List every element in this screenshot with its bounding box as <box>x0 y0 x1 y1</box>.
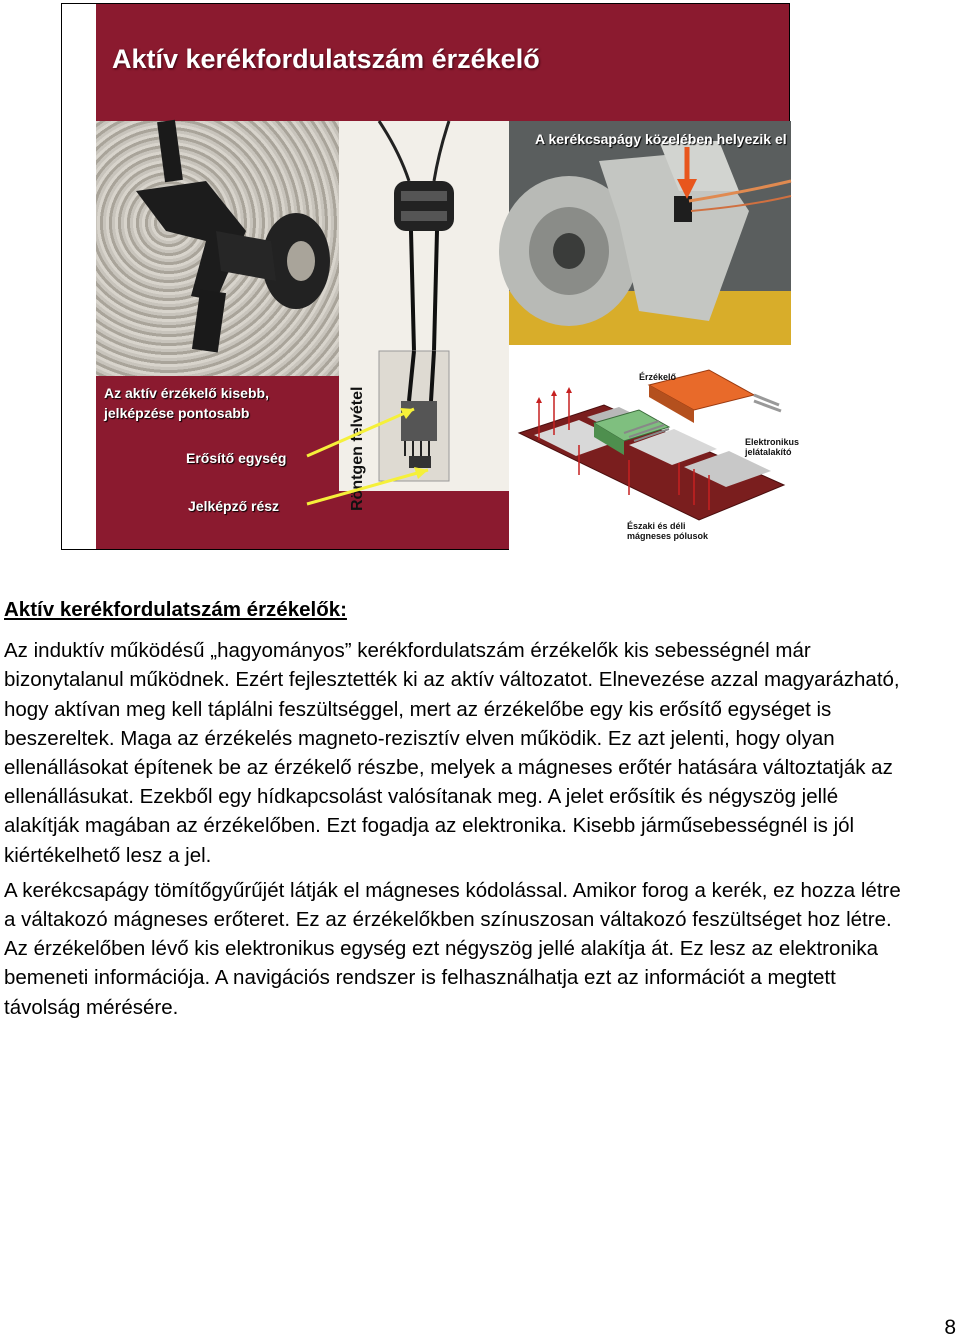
diagram-electronics-label-2: jelátalakító <box>745 447 792 457</box>
sensor-diagram <box>509 345 800 551</box>
diagram-electronics-label-1: Elektronikus <box>745 437 800 447</box>
slide-title: Aktív kerékfordulatszám érzékelő <box>112 44 540 74</box>
slide-image <box>61 3 800 550</box>
diagram-poles-label-2: mágneses pólusok <box>627 531 709 541</box>
xray-label: Röntgen felvétel <box>349 386 366 511</box>
xray-photo <box>339 121 509 511</box>
label-smaller-line1: Az aktív érzékelő kisebb, <box>104 385 269 401</box>
paragraph-2: A kerékcsapágy tömítőgyűrűjét látják el mágneses kódolással. Amikor forog a kerék, ez hozza létre a váltakozó mágneses erőteret. Ez az érzékelőkben színuszosan váltakozó feszültséget hoz létre. Az érzékelőben lévő kis elektronikus egység ezt négyszög jellé alakítja át. Ez lesz az elektronika bemeneti információja. A navigációs rendszer is felhasználhatja ezt az információt a megtett távolság mérésére. <box>4 878 901 1019</box>
sensor-illustration <box>96 121 339 376</box>
diagram-poles-label-1: Északi és déli <box>627 521 686 531</box>
diagram-sensor-label: Érzékelő <box>639 372 677 382</box>
label-signal: Jelképző rész <box>188 498 280 514</box>
paragraph-1: Az induktív működésű „hagyományos” kerékfordulatszám érzékelők kis sebességnél már bizonytalanul működnek. Ezért fejlesztették ki az aktív változatot. Elnevezése azzal magyarázható, hogy aktívan meg kell táplálni feszültséggel, mert az érzékelőbe egy kis erősítő egységet is beszereltek. Maga az érzékelés magneto-rezisztív elven működik. Ez azt jelenti, hogy olyan ellenállásokat építenek be az érzékelő részbe, melyek a mágneses erőtér hatására változtatják az ellenállásukat. Ezekből egy hídkapcsolást valósítanak meg. A jelet erősítik és négyszög jellé alakítják magában az érzékelőben. Ezt fogadja az elektronika. Kisebb járműsebességnél is jól kiértékelhető lesz a jel. <box>4 639 900 867</box>
caption-top: A kerékcsapágy közelében helyezik el <box>535 131 787 147</box>
hub-illustration <box>509 121 791 345</box>
label-amplifier: Erősítő egység <box>186 450 287 466</box>
page-number: 8 <box>944 1316 956 1339</box>
body-text <box>4 595 904 1028</box>
hub-photo <box>509 121 791 345</box>
section-heading: Aktív kerékfordulatszám érzékelők: <box>4 598 347 621</box>
label-smaller-line2: jelképzése pontosabb <box>104 405 250 421</box>
sensor-photo <box>96 121 339 376</box>
